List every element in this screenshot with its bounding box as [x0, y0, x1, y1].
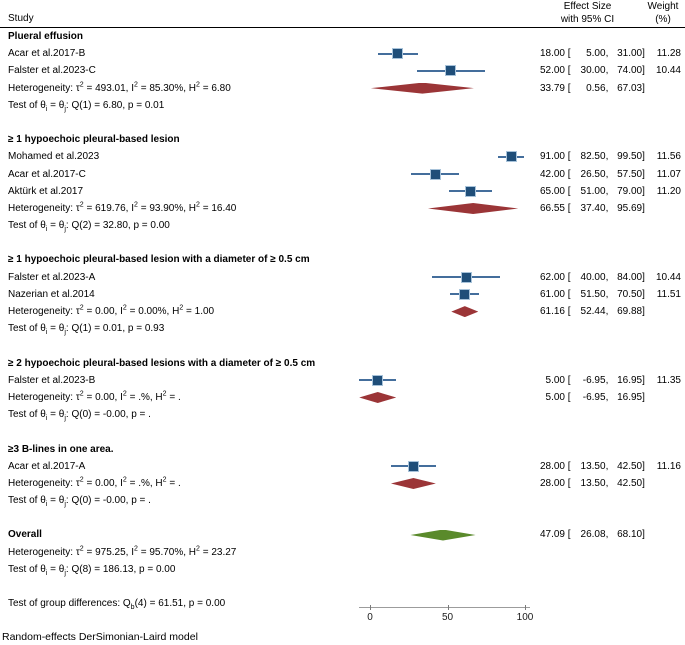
row-label: Heterogeneity: $\tau^2 = 493.01$, $I^2 = 85.30\%$, $H^2 = 6.80$ [8, 81, 231, 94]
stat-row [0, 561, 685, 578]
row-label: Acar et al.2017-B [8, 48, 86, 60]
plot-cell [345, 286, 540, 303]
row-label: Falster et al.2023-B [8, 374, 96, 386]
effect-size-value: 18.00 [ 5.00, 31.00] [539, 48, 645, 60]
study-row [0, 269, 685, 286]
heterogeneity-row [0, 200, 685, 217]
spacer-row [0, 114, 685, 131]
column-header-effect-size-line2: with 95% CI [560, 13, 615, 25]
row-label: Heterogeneity: $\tau^2 = 0.00$, $I^2$ = .%, $H^2$ = . [8, 390, 181, 403]
effect-size-value: 62.00 [ 40.00, 84.00] [539, 271, 645, 283]
weight-value: 11.16 [656, 460, 681, 472]
heterogeneity-row [0, 475, 685, 492]
column-header-study: Study [8, 13, 34, 24]
pooled-diamond-marker [371, 83, 474, 94]
plot-cell [345, 458, 540, 475]
row-label: Test of group differences: $Q_b(4) = 61.51$, p = 0.00 [8, 598, 226, 612]
x-axis-tick [448, 605, 449, 610]
effect-square-marker [461, 272, 472, 283]
row-label: Test of $\theta_i = \theta_j$: Q(0) = -0.00, p = . [8, 409, 151, 423]
weight-value: 11.56 [656, 151, 681, 163]
stat-row [0, 97, 685, 114]
x-axis-tick [525, 605, 526, 610]
plot-cell [345, 80, 540, 97]
weight-value: 11.20 [656, 185, 681, 197]
stat-row [0, 595, 685, 612]
row-label: Plueral effusion [8, 31, 84, 42]
effect-size-value: 52.00 [ 30.00, 74.00] [539, 65, 645, 77]
stat-row [0, 406, 685, 423]
effect-size-value: 5.00 [ -6.95, 16.95] [545, 391, 645, 403]
plot-cell [345, 526, 540, 543]
effect-size-value: 28.00 [ 13.50, 42.50] [539, 477, 645, 489]
plot-cell [345, 166, 540, 183]
column-header-weight-line2: (%) [655, 13, 671, 25]
heterogeneity-row [0, 303, 685, 320]
plot-cell [345, 148, 540, 165]
column-header-effect-size [540, 1, 635, 26]
group-header-row [0, 131, 685, 148]
weight-value: 10.44 [655, 271, 681, 283]
row-label: Aktürk et al.2017 [8, 185, 84, 197]
study-row [0, 372, 685, 389]
spacer-row [0, 578, 685, 595]
effect-square-marker [408, 461, 419, 472]
effect-size-value: 28.00 [ 13.50, 42.50] [539, 460, 645, 472]
group-header-row [0, 441, 685, 458]
study-row [0, 183, 685, 200]
effect-size-value: 61.00 [ 51.50, 70.50] [539, 288, 645, 300]
effect-size-value: 5.00 [ -6.95, 16.95] [545, 374, 645, 386]
effect-size-value: 42.00 [ 26.50, 57.50] [539, 168, 645, 180]
group-header-row [0, 28, 685, 45]
effect-square-marker [445, 65, 456, 76]
effect-size-value: 91.00 [ 82.50, 99.50] [539, 151, 645, 163]
effect-size-value: 65.00 [ 51.00, 79.00] [539, 185, 645, 197]
plot-cell [345, 303, 540, 320]
row-label: Mohamed et al.2023 [8, 151, 100, 163]
plot-cell [345, 183, 540, 200]
effect-square-marker [430, 169, 441, 180]
spacer-row [0, 423, 685, 440]
study-row [0, 286, 685, 303]
effect-size-value: 66.55 [ 37.40, 95.69] [539, 202, 645, 214]
plot-cell [345, 389, 540, 406]
weight-value: 11.28 [656, 48, 681, 60]
column-header-weight [640, 1, 685, 26]
row-label: Test of $\theta_i = \theta_j$: Q(1) = 0.01, p = 0.93 [8, 323, 165, 337]
row-label: ≥ 1 hypoechoic pleural-based lesion with a diameter of ≥ 0.5 cm [8, 254, 310, 266]
pooled-diamond-marker [451, 306, 478, 317]
plot-cell [345, 372, 540, 389]
study-row [0, 458, 685, 475]
row-label: Falster et al.2023-A [8, 271, 96, 283]
row-label: Heterogeneity: $\tau^2 = 619.76$, $I^2 = 93.90\%$, $H^2 = 16.40$ [8, 201, 237, 214]
weight-value: 11.07 [656, 168, 681, 180]
pooled-diamond-marker [359, 392, 396, 403]
effect-size-value: 33.79 [ 0.56, 67.03] [539, 82, 645, 94]
x-axis-tick-label: 50 [441, 612, 454, 623]
effect-square-marker [506, 151, 517, 162]
model-note: Random-effects DerSimonian-Laird model [2, 631, 198, 643]
row-label: Nazerian et al.2014 [8, 288, 95, 300]
plot-cell [345, 200, 540, 217]
stat-row [0, 492, 685, 509]
effect-square-marker [392, 48, 403, 59]
x-axis [345, 606, 540, 634]
plot-rows [0, 28, 685, 612]
spacer-row [0, 337, 685, 354]
study-row [0, 166, 685, 183]
pooled-diamond-marker [428, 203, 518, 214]
study-row [0, 148, 685, 165]
effect-size-value: 47.09 [ 26.08, 68.10] [539, 529, 645, 541]
row-label: Heterogeneity: $\tau^2 = 975.25$, $I^2 = 95.70\%$, $H^2 = 23.27$ [8, 545, 237, 558]
study-row [0, 62, 685, 79]
stat-row [0, 217, 685, 234]
spacer-row [0, 234, 685, 251]
row-label: ≥ 1 hypoechoic pleural-based lesion [8, 134, 180, 146]
row-label: Acar et al.2017-C [8, 168, 86, 180]
heterogeneity-row [0, 80, 685, 97]
effect-square-marker [372, 375, 383, 386]
row-label: ≥3 B-lines in one area. [8, 443, 114, 455]
column-header-weight-line1: Weight [647, 1, 679, 12]
group-header-row [0, 251, 685, 268]
x-axis-tick-label: 0 [367, 612, 373, 623]
spacer-row [0, 509, 685, 526]
x-axis-tick [370, 605, 371, 610]
row-label: Falster et al.2023-C [8, 65, 96, 77]
row-label: Acar et al.2017-A [8, 460, 86, 472]
row-label: Overall [8, 529, 42, 541]
plot-cell [345, 475, 540, 492]
row-label: Test of $\theta_i = \theta_j$: Q(8) = 186.13, p = 0.00 [8, 563, 176, 577]
row-label: ≥ 2 hypoechoic pleural-based lesions with a diameter of ≥ 0.5 cm [8, 357, 316, 369]
group-header-row [0, 355, 685, 372]
plot-cell [345, 62, 540, 79]
row-label: Test of $\theta_i = \theta_j$: Q(2) = 32.80, p = 0.00 [8, 220, 170, 234]
weight-value: 11.35 [656, 374, 681, 386]
row-label: Heterogeneity: $\tau^2 = 0.00$, $I^2 = 0.00\%$, $H^2 = 1.00$ [8, 304, 215, 317]
pooled-diamond-marker [391, 478, 436, 489]
stat-row [0, 320, 685, 337]
column-header-effect-size-line1: Effect Size [563, 1, 612, 12]
row-label: Test of $\theta_i = \theta_j$: Q(0) = -0.00, p = . [8, 495, 151, 509]
stat-row [0, 544, 685, 561]
weight-value: 11.51 [656, 288, 681, 300]
x-axis-line [359, 607, 530, 608]
row-label: Test of $\theta_i = \theta_j$: Q(1) = 6.80, p = 0.01 [8, 99, 165, 113]
weight-value: 10.44 [655, 65, 681, 77]
effect-size-value: 61.16 [ 52.44, 69.88] [539, 306, 645, 317]
overall-row [0, 526, 685, 543]
study-row [0, 45, 685, 62]
plot-cell [345, 269, 540, 286]
row-label: Heterogeneity: $\tau^2 = 0.00$, $I^2$ = .%, $H^2$ = . [8, 476, 181, 489]
heterogeneity-row [0, 389, 685, 406]
effect-square-marker [459, 289, 470, 300]
overall-diamond-marker [410, 530, 475, 541]
plot-cell [345, 45, 540, 62]
effect-square-marker [465, 186, 476, 197]
x-axis-tick-label: 100 [516, 612, 534, 623]
